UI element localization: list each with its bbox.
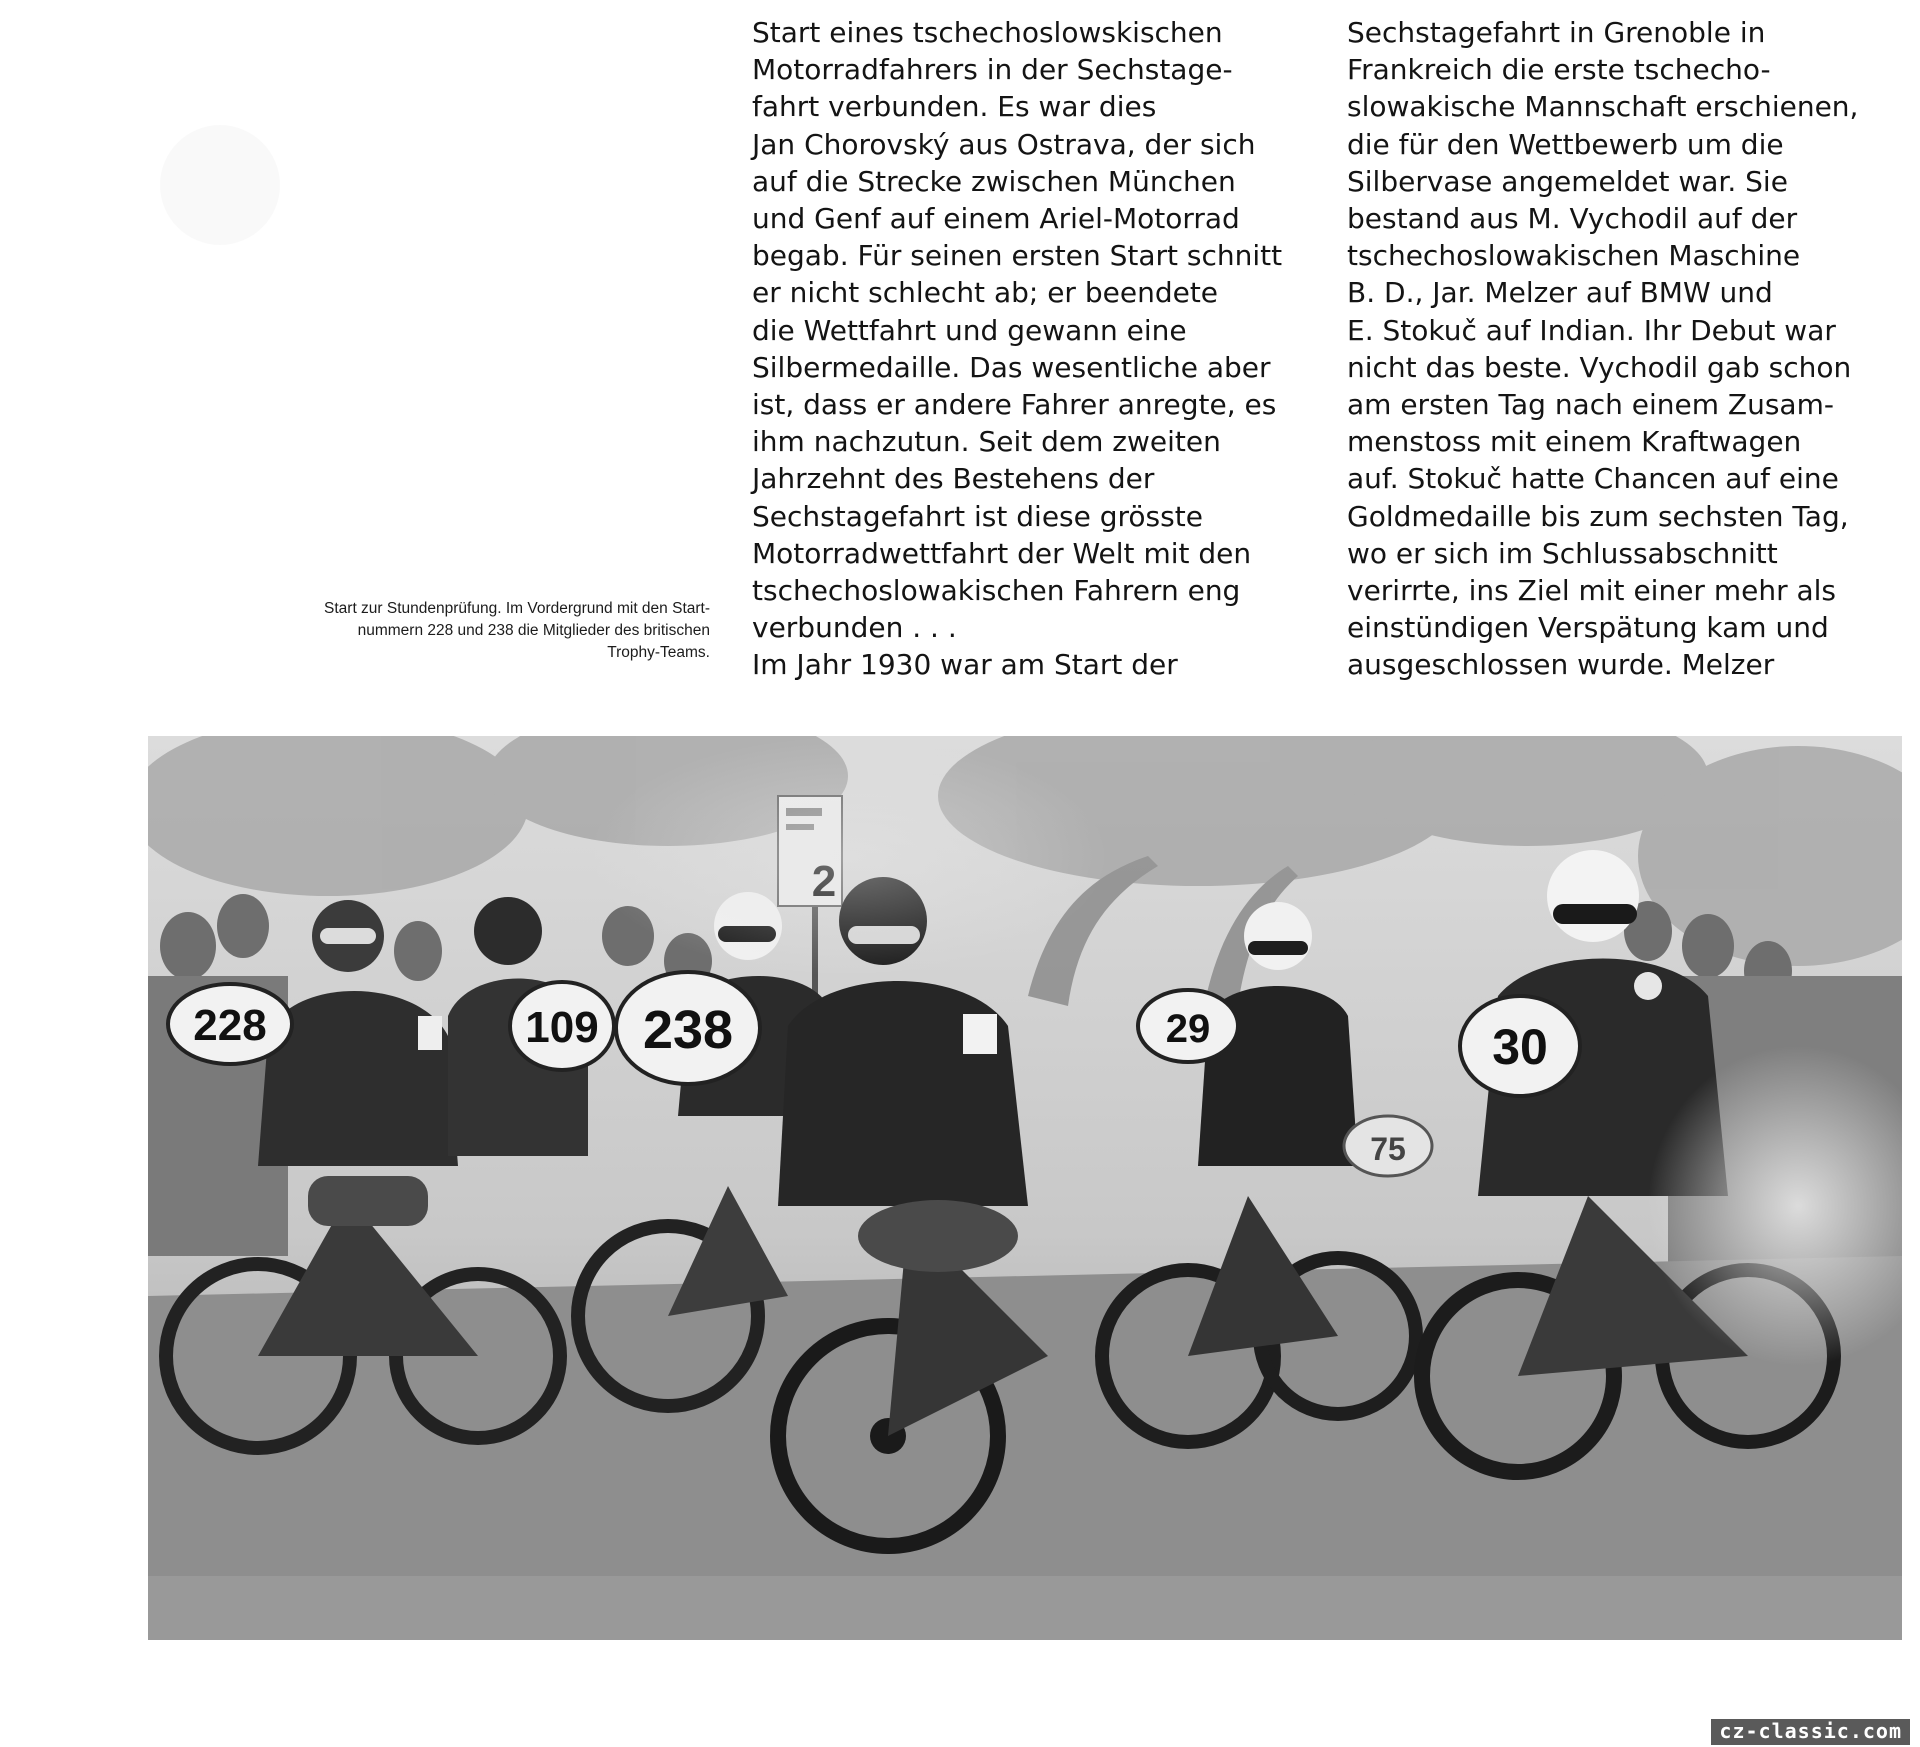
- watermark: cz-classic.com: [1711, 1719, 1910, 1745]
- number-plate-75: [1344, 1116, 1432, 1176]
- text-line: verbunden . . .: [752, 611, 957, 645]
- text-line: B. D., Jar. Melzer auf BMW und: [1347, 276, 1773, 310]
- text-line: tschechoslowakischen Maschine: [1347, 239, 1801, 273]
- text-line: bestand aus M. Vychodil auf der: [1347, 202, 1798, 236]
- text-line: ihm nachzutun. Seit dem zweiten: [752, 425, 1221, 459]
- text-line: Motorradwettfahrt der Welt mit den: [752, 536, 1252, 570]
- number-plate-109: [510, 982, 614, 1070]
- text-line: Frankreich die erste tschecho-: [1347, 53, 1771, 87]
- text-line: slowakische Mannschaft erschienen,: [1347, 90, 1859, 124]
- start-number-30: 30: [1492, 1019, 1548, 1075]
- photo-caption: [170, 598, 710, 664]
- text-line: ausgeschlossen wurde. Melzer: [1347, 648, 1775, 682]
- haze: [588, 736, 1108, 976]
- caption-line: Start zur Stundenprüfung. Im Vordergrund mit den Start-: [324, 600, 710, 617]
- text-line: nicht das beste. Vychodil gab schon: [1347, 350, 1852, 384]
- text-line: ist, dass er andere Fahrer anregte, es: [752, 388, 1277, 422]
- text-line: fahrt verbunden. Es war dies: [752, 90, 1157, 124]
- text-line: am ersten Tag nach einem Zusam-: [1347, 388, 1834, 422]
- start-number-228: 228: [193, 1001, 267, 1050]
- text-line: Sechstagefahrt in Grenoble in: [1347, 16, 1766, 49]
- start-number-75: 75: [1370, 1131, 1406, 1167]
- number-plate-30: [1460, 996, 1580, 1096]
- number-plate-238: [616, 972, 760, 1084]
- text-line: menstoss mit einem Kraftwagen: [1347, 425, 1802, 459]
- text-line: Jan Chorovský aus Ostrava, der sich: [752, 127, 1256, 161]
- text-line: Silbervase angemeldet war. Sie: [1347, 164, 1788, 198]
- text-line: auf die Strecke zwischen München: [752, 164, 1236, 198]
- text-line: Goldmedaille bis zum sechsten Tag,: [1347, 499, 1849, 533]
- motorcycle-race-photo: [148, 736, 1902, 1640]
- text-line: tschechoslowakischen Fahrern eng: [752, 574, 1241, 608]
- text-line: Motorradfahrers in der Sechstage-: [752, 53, 1233, 87]
- text-line: Sechstagefahrt ist diese grösste: [752, 499, 1203, 533]
- start-number-109: 109: [525, 1003, 599, 1052]
- text-line: E. Stokuč auf Indian. Ihr Debut war: [1347, 313, 1836, 347]
- text-line: er nicht schlecht ab; er beendete: [752, 276, 1219, 310]
- text-line: die Wettfahrt und gewann eine: [752, 313, 1187, 347]
- text-line: die für den Wettbewerb um die: [1347, 127, 1784, 161]
- number-plate-29: [1138, 990, 1238, 1062]
- caption-line: nummern 228 und 238 die Mitglieder des britischen: [357, 622, 710, 639]
- start-number-29: 29: [1165, 1007, 1211, 1051]
- text-line: auf. Stokuč hatte Chancen auf eine: [1347, 462, 1839, 496]
- start-number-238: 238: [642, 1000, 734, 1060]
- text-line: Im Jahr 1930 war am Start der: [752, 648, 1178, 682]
- text-line: und Genf auf einem Ariel-Motorrad: [752, 202, 1240, 236]
- caption-line: Trophy-Teams.: [607, 644, 710, 661]
- text-line: einstündigen Verspätung kam und: [1347, 611, 1829, 645]
- faint-stamp-mark: [160, 125, 280, 245]
- text-line: begab. Für seinen ersten Start schnitt: [752, 239, 1283, 273]
- text-line: wo er sich im Schlussabschnitt: [1347, 536, 1778, 570]
- text-column-right: [1347, 14, 1907, 684]
- text-line: Silbermedaille. Das wesentliche aber: [752, 350, 1271, 384]
- text-line: Jahrzehnt des Bestehens der: [752, 462, 1155, 496]
- text-line: verirrte, ins Ziel mit einer mehr als: [1347, 574, 1837, 608]
- text-column-middle: [752, 14, 1312, 684]
- number-plate-228: [168, 984, 292, 1064]
- text-line: Start eines tschechoslowskischen: [752, 16, 1223, 49]
- photo-illustration: [148, 736, 1902, 1640]
